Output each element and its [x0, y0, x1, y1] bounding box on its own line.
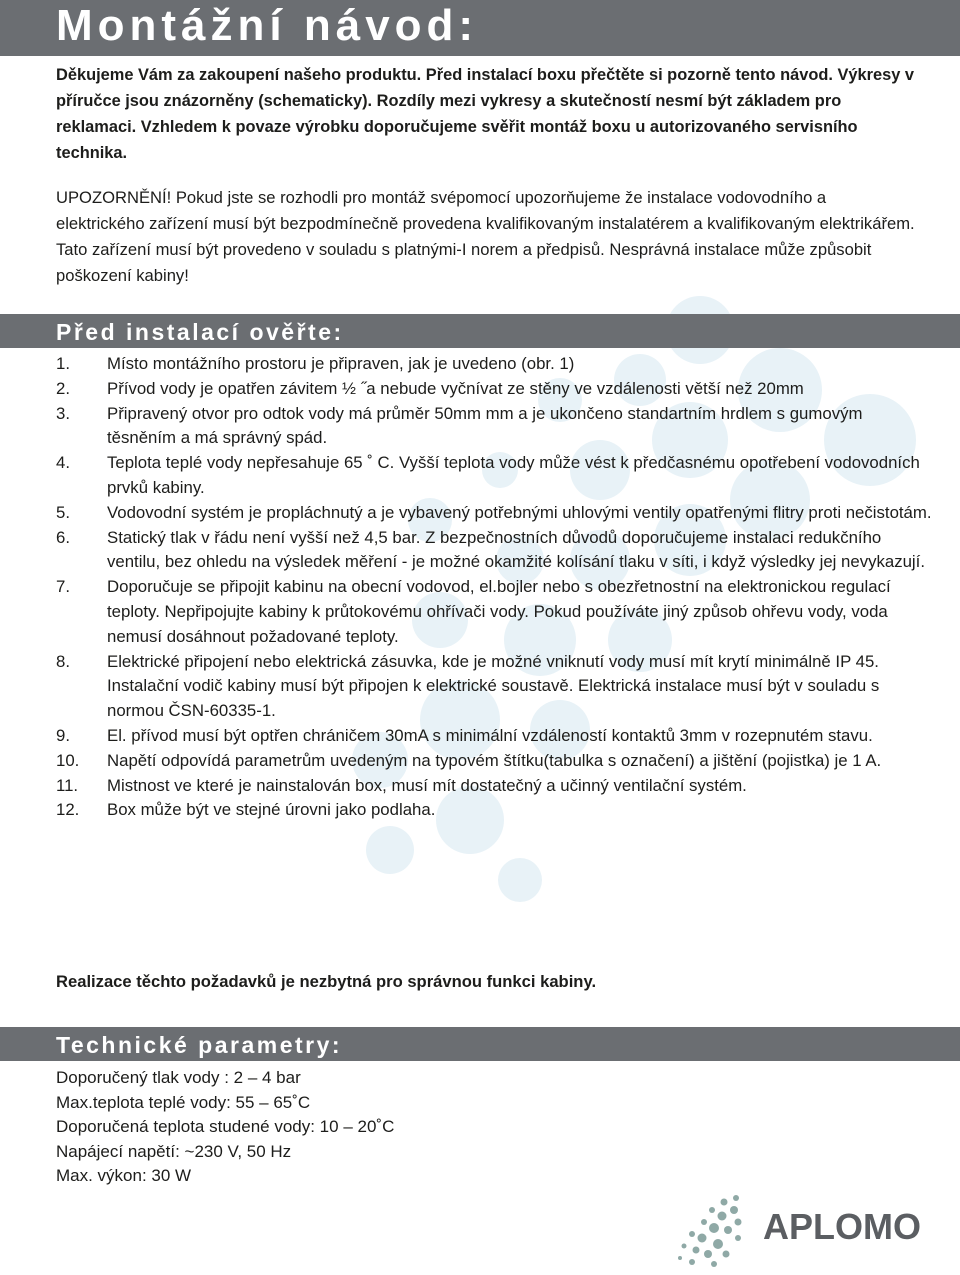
item-text: Přívod vody je opatřen závitem ½ ˝a nebude vyčnívat ze stěny ve vzdálenosti větší než 20mm	[107, 378, 804, 398]
checklist-item	[56, 451, 936, 501]
checklist-item	[56, 749, 936, 774]
tech-param: Max.teplota teplé vody: 55 – 65˚C	[56, 1092, 311, 1112]
item-number: 7.	[56, 577, 70, 597]
item-text: Elektrické připojení nebo elektrická zásuvka, kde je možné vniknutí vody musí mít krytí minimálně IP 45. Instalační vodič kabiny musí být připojen k elektrické soustavě. Elektrická instalace musí být v souladu s normou ČSN-60335-1.	[107, 651, 880, 721]
item-number: 8.	[56, 651, 70, 671]
item-number: 3.	[56, 403, 70, 423]
item-text: Připravený otvor pro odtok vody má průměr 50mm mm a je ukončeno standartním hrdlem s gumovým těsněním a má správný spád.	[107, 403, 863, 448]
item-text: Box může být ve stejné úrovni jako podlaha.	[107, 800, 436, 820]
checklist-item	[56, 501, 936, 526]
item-text: Napětí odpovídá parametrům uvedeným na typovém štítku(tabulka s označení) a jištění (pojistka) je 1 A.	[107, 750, 882, 770]
checklist-item	[56, 526, 936, 576]
item-number: 10.	[56, 750, 80, 770]
checklist-item	[56, 402, 936, 452]
item-text: Mistnost ve které je nainstalován box, musí mít dostatečný a učinný ventilační systém.	[107, 775, 747, 795]
water-drops-logo-icon	[668, 1190, 758, 1270]
item-text: Vodovodní systém je propláchnutý a je vybavený potřebnými uhlovými ventily opatřenými flitry proti nečistotám.	[107, 502, 932, 522]
item-text: El. přívod musí být optřen chráničem 30mA s minimální vzdáleností kontaktů 3mm v rozepnutém stavu.	[107, 725, 873, 745]
warning-paragraph: UPOZORNĚNÍ! Pokud jste se rozhodli pro montáž svépomocí upozorňujeme že instalace vodovodního a elektrického zařízení musí být bezpodmínečně provedena kvalifikovaným instalatérem a kvalifikovaným elektrikářem. Tato zařízení musí být provedeno v souladu s platnými-I norem a předpisů. Nesprávná instalace může způsobit poškození kabiny!	[56, 188, 915, 285]
checklist-item	[56, 724, 936, 749]
intro-paragraph: Děkujeme Vám za zakoupení našeho produktu. Před instalací boxu přečtěte si pozorně tento návod. Výkresy v příručce jsou znázorněny (schematicky). Rozdíly mezi vykresy a skutečností nesmí být základem pro reklamaci. Vzhledem k povaze výrobku doporučujeme svěřit montáž boxu u autorizovaného servisního technika.	[56, 66, 915, 162]
checklist-item	[56, 352, 936, 377]
item-text: Místo montážního prostoru je připraven, jak je uvedeno (obr. 1)	[107, 354, 575, 373]
item-number: 5.	[56, 502, 70, 522]
tech-param: Napájecí napětí: ~230 V, 50 Hz	[56, 1141, 292, 1161]
checklist-item	[56, 377, 936, 402]
checklist-item	[56, 575, 936, 649]
tech-param: Doporučená teplota studené vody: 10 – 20˚C	[56, 1117, 395, 1137]
item-number: 6.	[56, 527, 70, 547]
checklist	[56, 352, 936, 823]
tech-section-bar	[0, 1027, 960, 1061]
check-section-heading: Před instalací ověřte:	[56, 319, 344, 345]
checklist-item	[56, 798, 936, 823]
aplomo-logo	[668, 1190, 928, 1270]
item-text: Statický tlak v řádu není vyšší než 4,5 bar. Z bezpečnostních důvodů doporučujeme instalaci redukčního ventilu, bez ohledu na výsledek měření - je možné okamžité kolísání tlaku v síti, i když výsledky jej nevykazují.	[107, 527, 925, 572]
tech-param: Max. výkon: 30 W	[56, 1166, 192, 1186]
tech-param: Doporučený tlak vody : 2 – 4 bar	[56, 1068, 301, 1087]
page-title: Montážní návod:	[56, 1, 479, 50]
logo-text: APLOMO	[763, 1206, 921, 1247]
check-section-bar	[0, 314, 960, 348]
tech-section-heading: Technické parametry:	[56, 1032, 343, 1058]
item-number: 12.	[56, 800, 80, 820]
item-number: 11.	[56, 775, 79, 795]
item-text: Doporučuje se připojit kabinu na obecní vodovod, el.bojler nebo s obezřetnostní na elektronickou regulací teploty. Nepřipojujte kabiny k průtokovému ohřívači vody. Pokud používáte jiný způsob ohřevu vody, voda nemusí dosáhnout požadované teploty.	[107, 577, 891, 646]
item-text: Teplota teplé vody nepřesahuje 65 ˚ C. Vyšší teplota vody může vést k předčasnému opotřebení vodovodních prvků kabiny.	[107, 453, 920, 497]
item-number: 4.	[56, 453, 70, 473]
tech-params-list	[56, 1066, 394, 1189]
item-number: 9.	[56, 725, 70, 745]
closing-statement: Realizace těchto požadavků je nezbytná pro správnou funkci kabiny.	[56, 972, 597, 991]
checklist-item	[56, 650, 936, 724]
title-bar	[0, 0, 960, 56]
checklist-item	[56, 774, 936, 799]
item-number: 1.	[56, 354, 70, 373]
item-number: 2.	[56, 378, 70, 398]
